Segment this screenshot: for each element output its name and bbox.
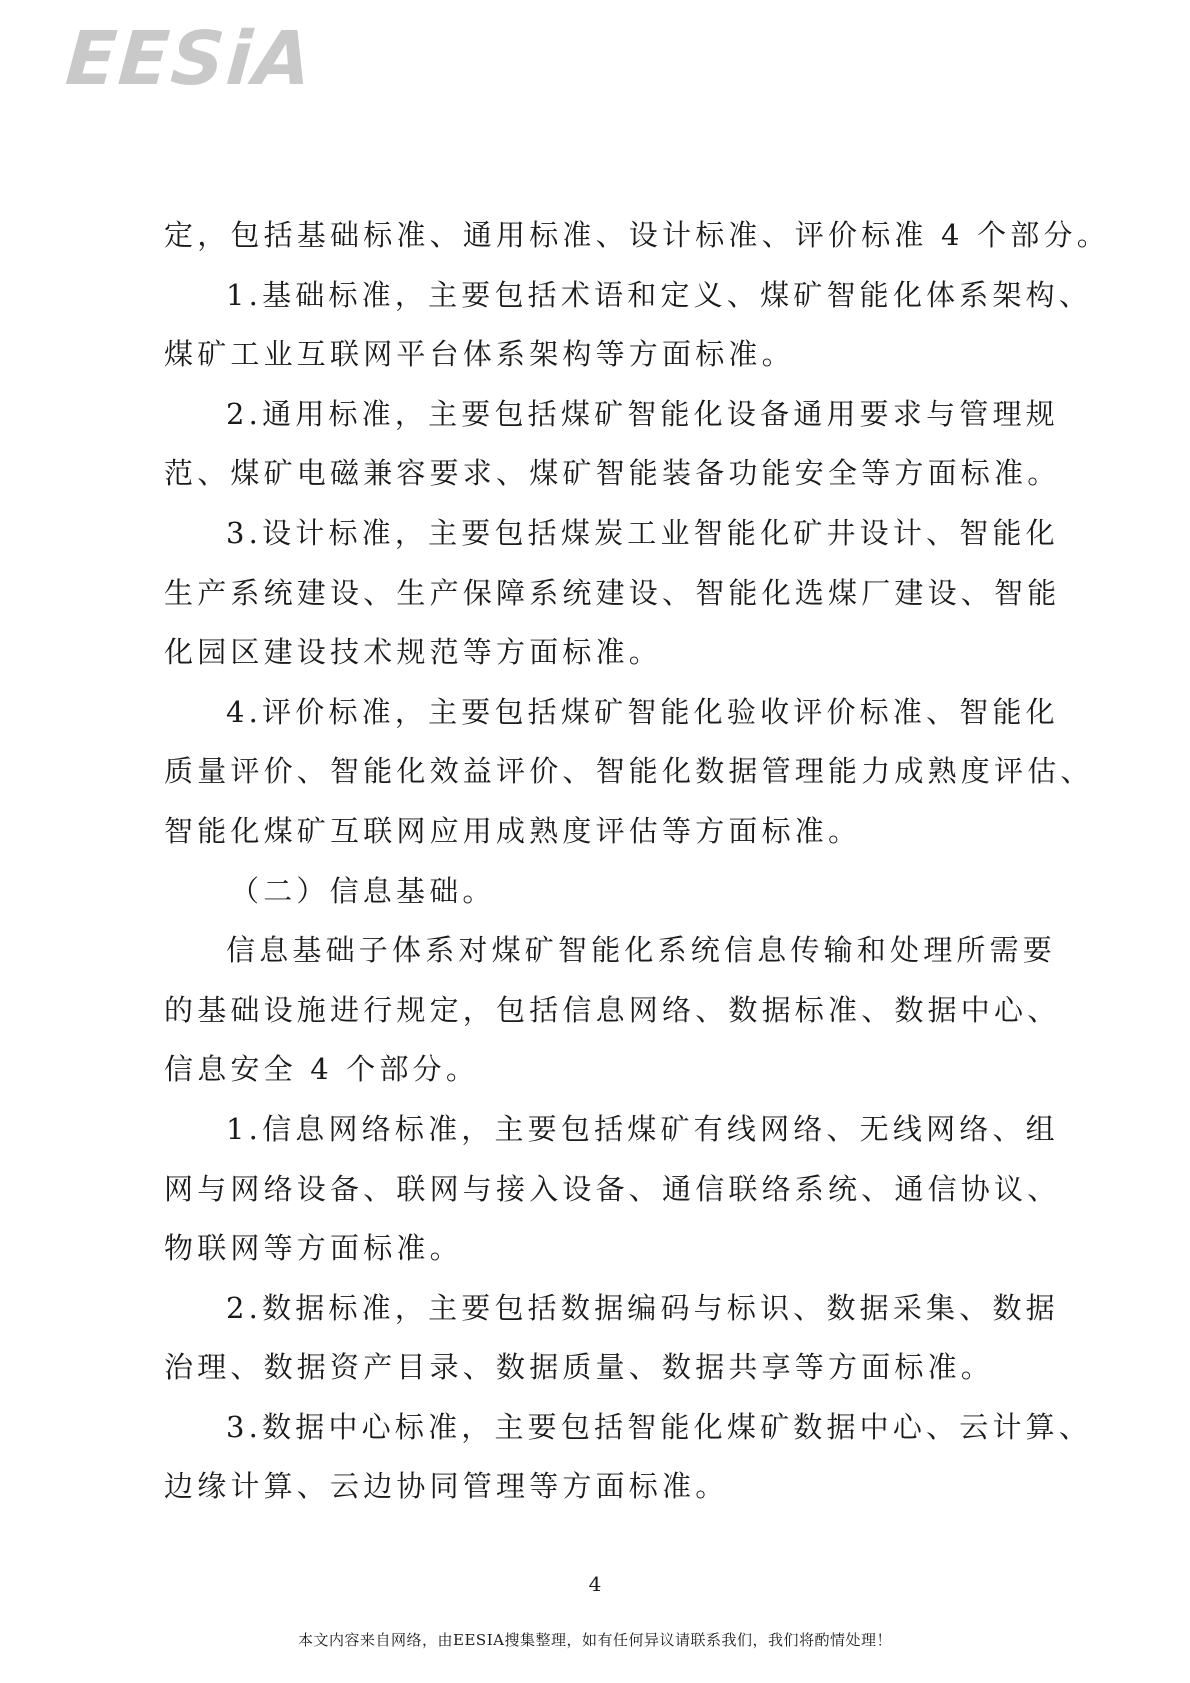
page-number: 4 [588,1572,602,1596]
paragraph-line: 的基础设施进行规定，包括信息网络、数据标准、数据中心、 [164,992,1061,1027]
paragraph-line: 生产系统建设、生产保障系统建设、智能化选煤厂建设、智能 [164,575,1061,610]
paragraph-line: 物联网等方面标准。 [164,1231,463,1266]
paragraph-line: 4.评价标准，主要包括煤矿智能化验收评价标准、智能化 [226,694,1059,729]
document-body [164,206,1110,1517]
paragraph-line: 2.数据标准，主要包括数据编码与标识、数据采集、数据 [226,1290,1059,1325]
eesia-logo: EESiA [62,16,317,102]
paragraph-line: 治理、数据资产目录、数据质量、数据共享等方面标准。 [164,1350,995,1385]
paragraph-line: 3.数据中心标准，主要包括智能化煤矿数据中心、云计算、 [226,1409,1093,1444]
paragraph-line: 质量评价、智能化效益评价、智能化数据管理能力成熟度评估、 [164,754,1094,789]
paragraph-line: 范、煤矿电磁兼容要求、煤矿智能装备功能安全等方面标准。 [164,456,1061,491]
paragraph-line: 煤矿工业互联网平台体系架构等方面标准。 [164,337,795,372]
paragraph-line: 化园区建设技术规范等方面标准。 [164,635,663,670]
paragraph-line: 边缘计算、云边协同管理等方面标准。 [164,1469,729,1504]
paragraph-line: 1.基础标准，主要包括术语和定义、煤矿智能化体系架构、 [226,277,1093,312]
section-heading: （二）信息基础。 [230,873,496,908]
paragraph-line: 1.信息网络标准，主要包括煤矿有线网络、无线网络、组 [226,1111,1059,1146]
paragraph-line: 网与网络设备、联网与接入设备、通信联络系统、通信协议、 [164,1171,1061,1206]
paragraph-line: 信息基础子体系对煤矿智能化系统信息传输和处理所需要 [226,933,1057,968]
footer-disclaimer: 本文内容来自网络，由EESIA搜集整理，如有任何异议请联系我们，我们将酌情处理！ [298,1631,892,1649]
paragraph-line: 定，包括基础标准、通用标准、设计标准、评价标准 4 个部分。 [164,218,1110,252]
paragraph-line: 2.通用标准，主要包括煤矿智能化设备通用要求与管理规 [226,396,1059,431]
paragraph-line: 智能化煤矿互联网应用成熟度评估等方面标准。 [164,813,862,848]
paragraph-line: 3.设计标准，主要包括煤炭工业智能化矿井设计、智能化 [226,515,1059,550]
paragraph-line: 信息安全 4 个部分。 [164,1052,480,1087]
